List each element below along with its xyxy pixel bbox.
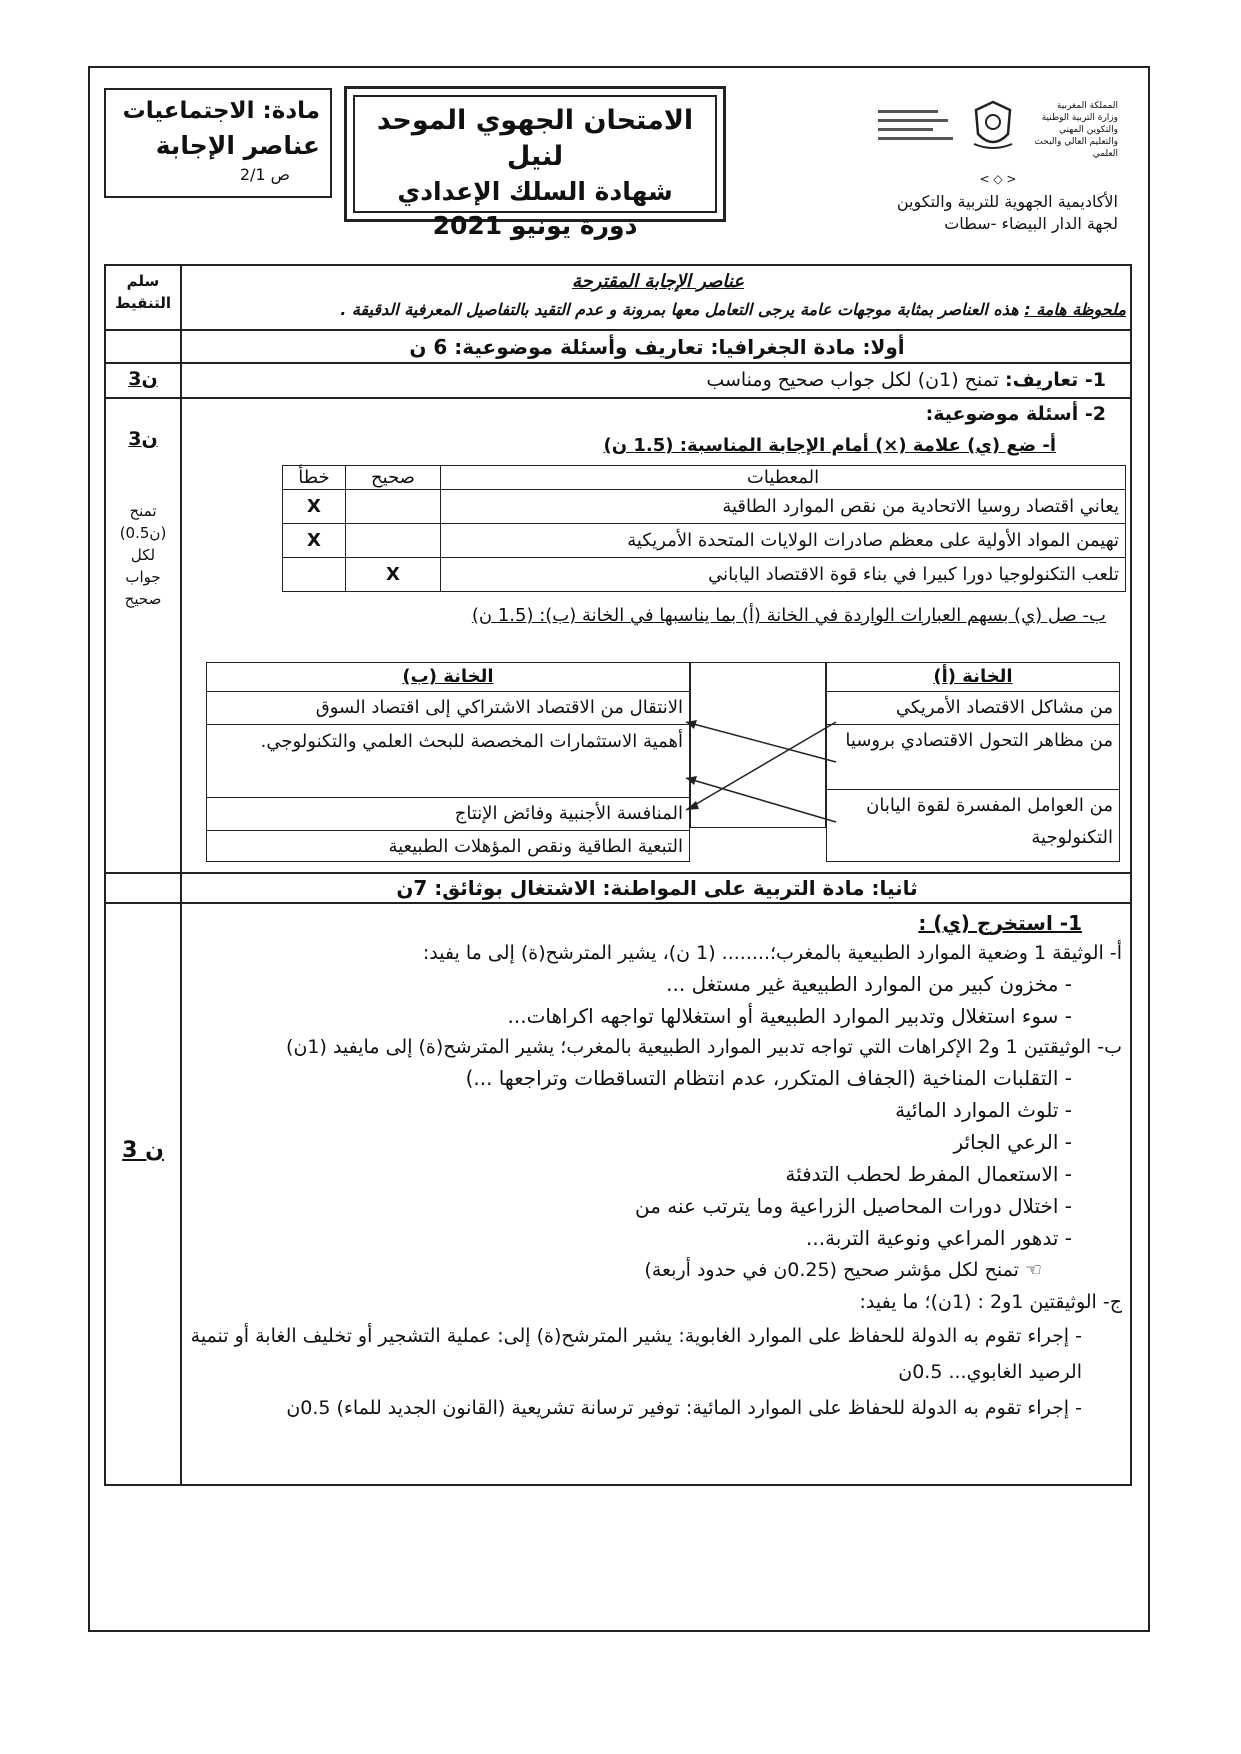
table-cell-text: يعاني اقتصاد روسيا الاتحادية من نقص الموارد الطاقية [441,490,1126,524]
qb-item: - الاستعمال المفرط لحطب التدفئة [190,1158,1122,1190]
page-number: ص 2/1 [239,165,290,184]
intro-block [190,268,1126,324]
ministry-line: المملكة المغربية [1056,101,1118,111]
ministry-latin-text [878,104,958,146]
qc-item: - إجراء تقوم به الدولة للحفاظ على الموارد الغابوية: يشير المترشح(ة) إلى: عملية التشجير أو تخليف الغابة أو تنمية الرصيد الغابوي... 0.5ن [190,1318,1122,1390]
table-cell-false [283,558,346,592]
grading-label: سلم [126,272,160,290]
table-header-false: خطأ [283,466,346,490]
q1-label: 1- تعاريف: [1004,369,1106,391]
table-cell-false: X [283,524,346,558]
table-cell-true [346,490,441,524]
ministry-arabic-lines [1018,100,1118,160]
q2-note-line: لكل [130,546,156,564]
column-a-item: من مظاهر التحول الاقتصادي بروسيا [827,725,1119,790]
qb-item: - تلوث الموارد المائية [190,1094,1122,1126]
academy: الأكاديمية الجهوية للتربية والتكوين [896,192,1118,211]
q2-note-line: صحيح [124,590,162,608]
qc-item: - إجراء تقوم به الدولة للحفاظ على الموارد المائية: توفير ترسانة تشريعية (القانون الجديد للماء) 0.5ن [190,1390,1122,1426]
row-separator [104,902,1132,904]
column-a-item: من العوامل المفسرة لقوة اليابان التكنولوجية [866,795,1113,848]
intro-heading: عناصر الإجابة المقترحة [571,271,745,292]
table-cell-text: تهيمن المواد الأولية على معظم صادرات الولايات المتحدة الأمريكية [441,524,1126,558]
qa-item: - مخزون كبير من الموارد الطبيعية غير مستغل ... [190,968,1122,1000]
table-header-data: المعطيات [441,466,1126,490]
table-cell-true: X [346,558,441,592]
q2-score: 3ن [128,428,158,450]
q1-text: تمنح (1ن) لكل جواب صحيح ومناسب [706,369,999,391]
exam-title: الامتحان الجهوي الموحد لنيل [376,105,694,172]
qa-item: - سوء استغلال وتدبير الموارد الطبيعية أو استغلالها تواجهه اكراهات... [190,1000,1122,1032]
session: دورة يونيو 2021 [432,211,638,240]
column-b-item: المنافسة الأجنبية وفائض الإنتاج [207,798,689,831]
column-a-item: من مشاكل الاقتصاد الأمريكي [827,692,1119,725]
note-label: ملحوظة هامة : [1024,300,1126,319]
q1-score: 3ن [128,368,158,390]
part2-content [190,908,1122,1426]
q2-label: 2- أسئلة موضوعية: [925,403,1106,425]
row-separator [104,329,1132,331]
hand-pointer-icon: ☜ [1024,1259,1042,1281]
exam-title-box [344,86,726,240]
q2-note-line: (0.5ن) [119,524,167,542]
grading-header [106,270,180,314]
row-separator [104,397,1132,399]
table-cell-false: X [283,490,346,524]
emblem-icon [970,100,1016,156]
qb-note [190,1254,1122,1286]
table-cell-true [346,524,441,558]
column-a-header: الخانة (أ) [827,663,1119,692]
subject: مادة: الاجتماعيات [122,98,320,124]
q2-note-line: جواب [125,568,161,586]
ministry-line: والتعليم العالي والبحث العلمي [1034,137,1118,159]
qa-label: أ- ضع (ي) علامة (×) أمام الإجابة المناسبة: (1.5 ن) [603,435,1056,456]
q2-note [106,500,180,610]
ministry-line: وزارة التربية الوطنية [1041,113,1118,123]
column-b-item: التبعية الطاقية ونقص المؤهلات الطبيعية [388,836,683,857]
qb-item: - تدهور المراعي ونوعية التربة... [190,1222,1122,1254]
table-header-true: صحيح [346,466,441,490]
doc-type: عناصر الإجابة [155,131,320,160]
qb-item: - اختلال دورات المحاصيل الزراعية وما يترتب عنه من [190,1190,1122,1222]
qb-intro: ب- الوثيقتين 1 و2 الإكراهات التي تواجه تدبير الموارد الطبيعية بالمغرب؛ يشير المترشح(ة) إلى مايفيد (1ن) [286,1036,1122,1058]
part2-q1-label: 1- استخرج (ي) : [918,911,1082,935]
qb-item: - الرعي الجائر [190,1126,1122,1158]
qc-intro: ج- الوثيقتين 1و2 : (1ن)؛ ما يفيد: [859,1291,1122,1313]
grading-label: التنقيط [114,294,171,312]
qb-label: ب- صل (ي) بسهم العبارات الواردة في الخانة (أ) بما يناسبها في الخانة (ب): (1.5 ن) [471,605,1106,626]
part1-title: أولا: مادة الجغرافيا: تعاريف وأسئلة موضوعية: 6 ن [409,335,905,359]
q1-line [190,366,1106,394]
arrow-icon [206,662,1120,862]
part2-score: 3 ن [122,1138,164,1163]
column-b-item: الانتقال من الاقتصاد الاشتراكي إلى اقتصاد السوق [207,692,689,725]
subject-box [104,88,332,198]
ministry-header [878,100,1118,233]
qb-note-text: تمنح لكل مؤشر صحيح (0.25ن في حدود أربعة) [644,1259,1019,1281]
q2-note-line: تمنح [129,502,157,520]
qa-intro: أ- الوثيقة 1 وضعية الموارد الطبيعية بالمغرب؛........ (1 ن)، يشير المترشح(ة) إلى ما يفيد: [422,942,1122,964]
ministry-line: والتكوين المهني [1059,125,1118,135]
intro-note [190,296,1126,324]
table-cell-text: تلعب التكنولوجيا دورا كبيرا في بناء قوة الاقتصاد الياباني [441,558,1126,592]
part2-title: ثانيا: مادة التربية على المواطنة: الاشتغال بوثائق: 7ن [396,876,918,900]
row-separator [104,362,1132,364]
region: لجهة الدار البيضاء -سطات [944,214,1118,233]
column-b-header: الخانة (ب) [207,663,689,692]
exam-title-inner [353,95,717,240]
true-false-table [282,465,1126,592]
header-symbol: < ◇ > [979,172,1017,186]
qb-item: - التقلبات المناخية (الجفاف المتكرر، عدم انتظام التساقطات وتراجعها ...) [190,1062,1122,1094]
matching-section [206,662,1120,862]
certificate: شهادة السلك الإعدادي [397,177,673,206]
column-b-item: أهمية الاستثمارات المخصصة للبحث العلمي والتكنولوجي. [207,725,689,798]
note-text: هذه العناصر بمثابة موجهات عامة يرجى التعامل معها بمرونة و عدم التقيد بالتفاصيل المعرفية الدقيقة . [340,300,1019,319]
